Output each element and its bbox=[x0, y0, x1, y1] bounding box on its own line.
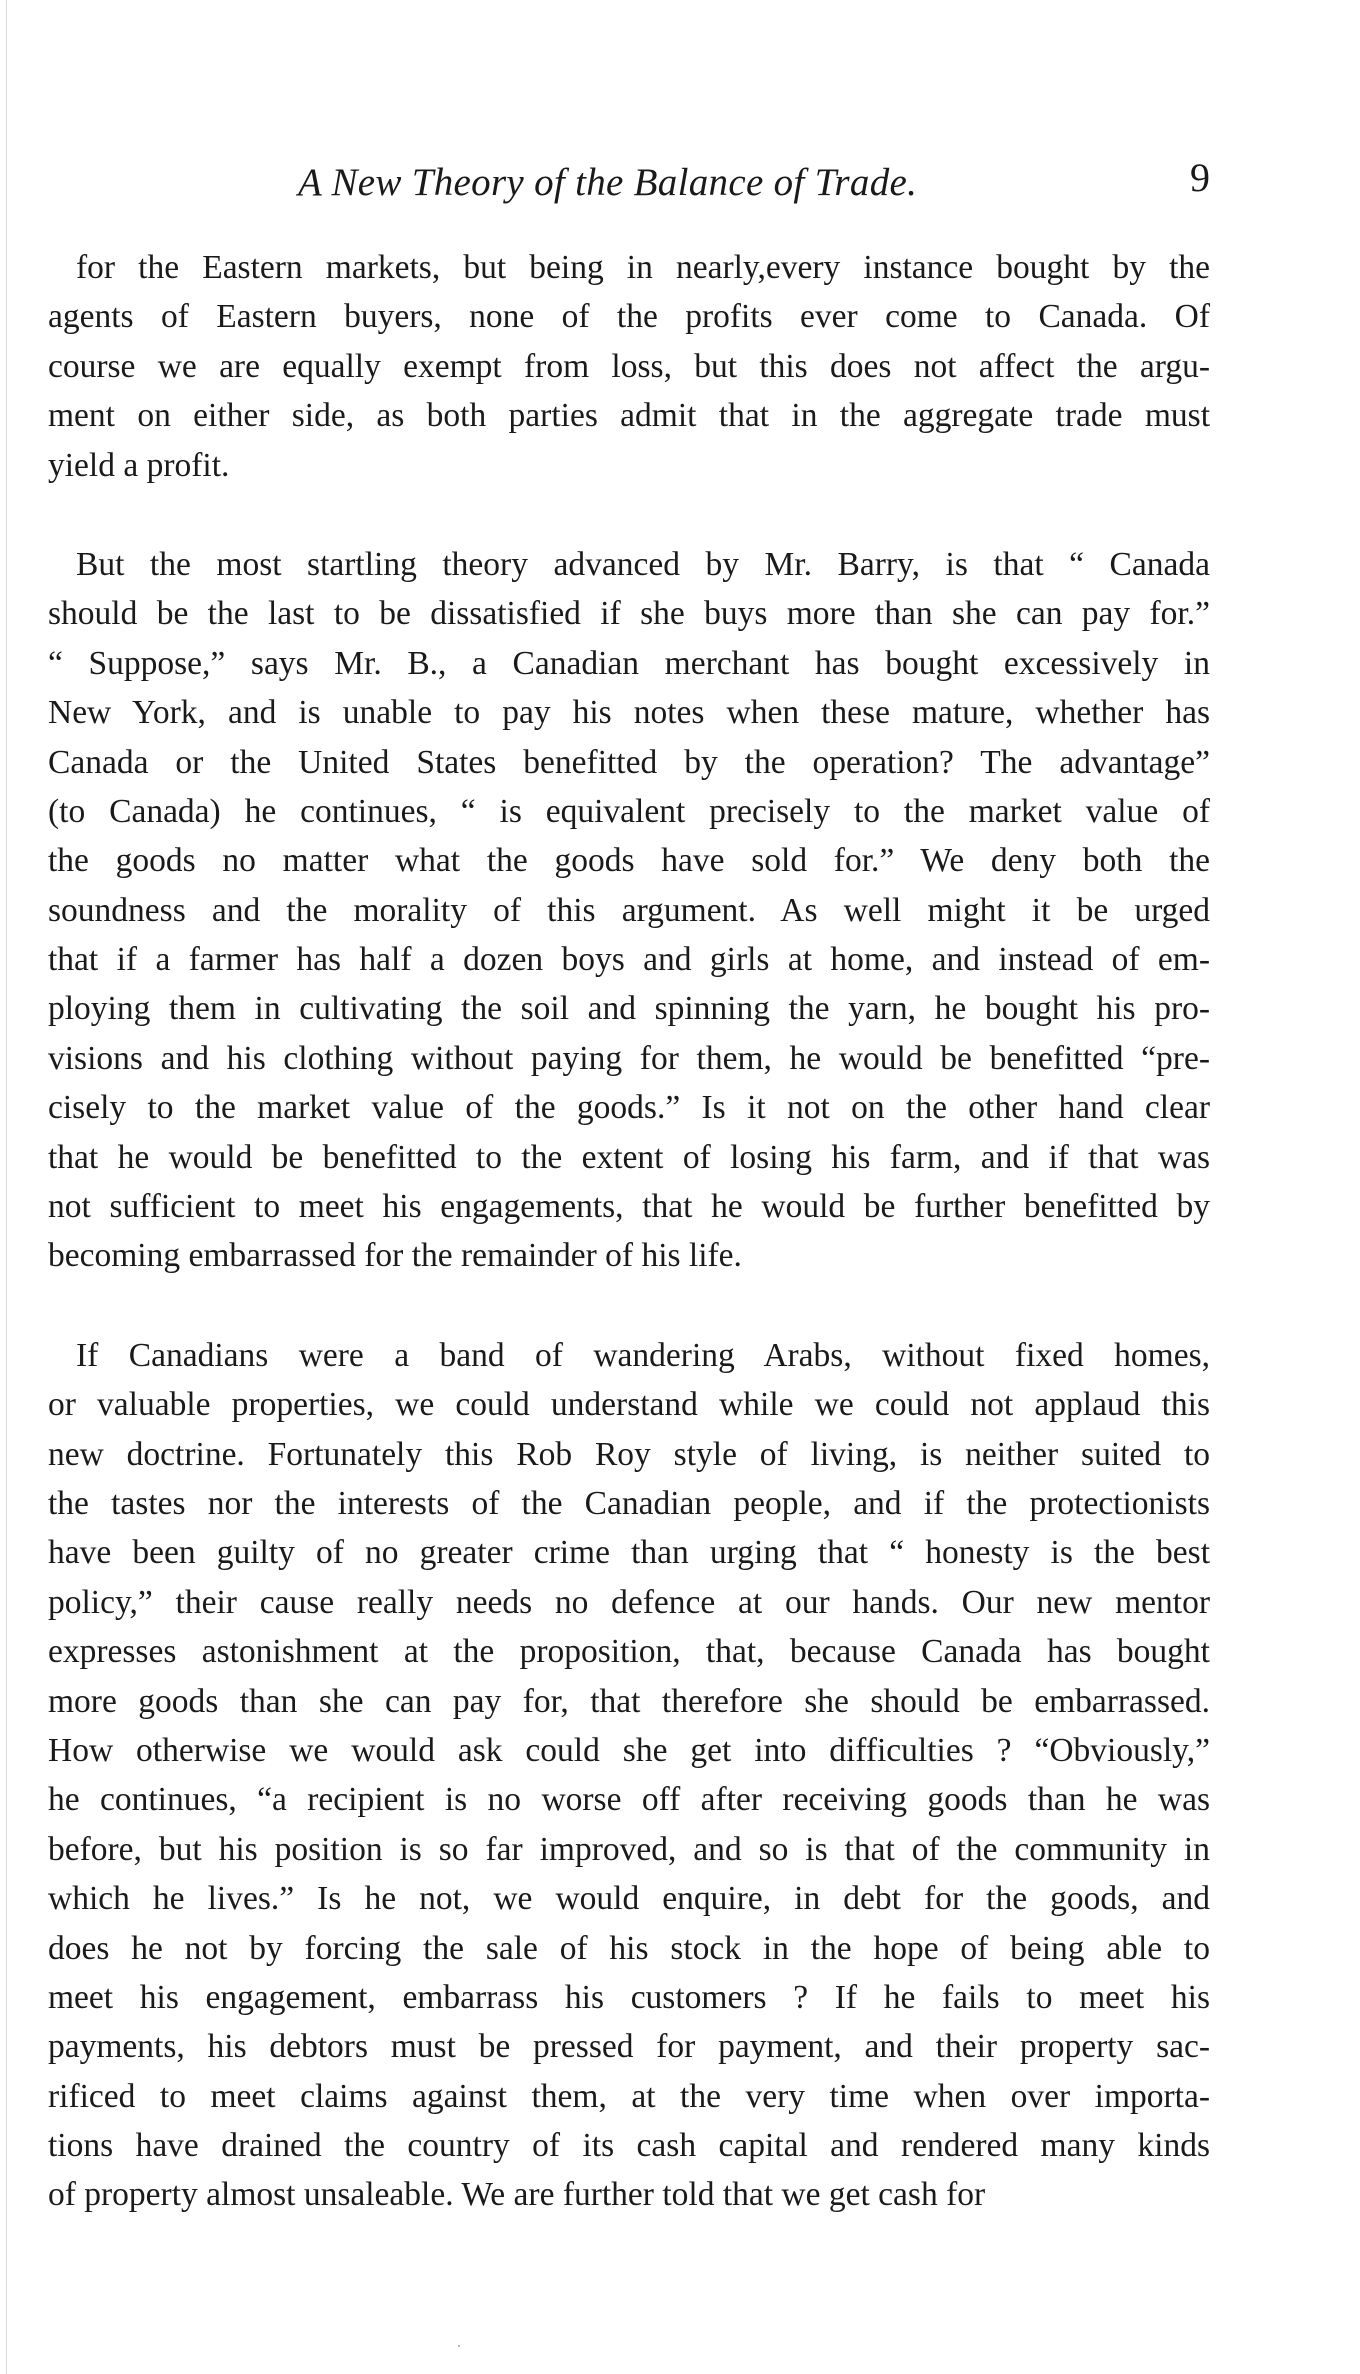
page-number: 9 bbox=[1190, 155, 1210, 200]
text-line: which he lives.” Is he not, we would enquire, in debt for the goods, and bbox=[48, 1880, 1210, 1918]
text-line: not sufficient to meet his engagements, that he would be further benefitted by bbox=[48, 1188, 1210, 1226]
text-line: soundness and the morality of this argument. As well might it be urged bbox=[48, 891, 1210, 929]
running-title: A New Theory of the Balance of Trade. bbox=[298, 161, 918, 204]
text-line: or valuable properties, we could understand while we could not applaud this bbox=[48, 1386, 1210, 1424]
body-text bbox=[48, 243, 1210, 2220]
text-line: How otherwise we would ask could she get into difficulties ? “Obviously,” bbox=[48, 1731, 1210, 1769]
text-line: rificed to meet claims against them, at the very time when over importa- bbox=[48, 2077, 1210, 2115]
text-line: have been guilty of no greater crime than urging that “ honesty is the best bbox=[48, 1534, 1210, 1572]
text-line: payments, his debtors must be pressed for payment, and their property sac- bbox=[48, 2028, 1210, 2066]
text-line: Canada or the United States benefitted by the operation? The advantage” bbox=[48, 743, 1210, 781]
text-line: yield a profit. bbox=[48, 446, 230, 484]
text-line: meet his engagement, embarrass his customers ? If he fails to meet his bbox=[48, 1978, 1210, 2016]
paragraph bbox=[48, 540, 1210, 1281]
text-line: policy,” their cause really needs no defence at our hands. Our new mentor bbox=[48, 1583, 1210, 1621]
text-line: ploying them in cultivating the soil and spinning the yarn, he bought his pro- bbox=[48, 990, 1210, 1028]
text-line: tions have drained the country of its cash capital and rendered many kinds bbox=[48, 2127, 1210, 2165]
text-line: (to Canada) he continues, “ is equivalent precisely to the market value of bbox=[48, 792, 1210, 830]
text-line: he continues, “a recipient is no worse off after receiving goods than he was bbox=[48, 1781, 1210, 1819]
text-line: of property almost unsaleable. We are further told that we get cash for bbox=[48, 2176, 986, 2214]
text-line: visions and his clothing without paying for them, he would be benefitted “pre- bbox=[48, 1039, 1210, 1077]
paragraph bbox=[48, 1331, 1210, 2220]
print-speck bbox=[458, 2345, 460, 2347]
text-line: does he not by forcing the sale of his stock in the hope of being able to bbox=[48, 1929, 1210, 1967]
text-line: ment on either side, as both parties admit that in the aggregate trade must bbox=[48, 397, 1210, 435]
page-edge-rule bbox=[6, 0, 7, 2374]
text-line: that he would be benefitted to the extent of losing his farm, and if that was bbox=[48, 1138, 1210, 1176]
text-line: the goods no matter what the goods have sold for.” We deny both the bbox=[48, 842, 1210, 880]
text-line: more goods than she can pay for, that therefore she should be embarrassed. bbox=[48, 1682, 1210, 1720]
text-line: “ Suppose,” says Mr. B., a Canadian merchant has bought excessively in bbox=[48, 644, 1210, 682]
text-line: for the Eastern markets, but being in nearly,every instance bought by the bbox=[76, 249, 1210, 286]
text-line: should be the last to be dissatisfied if she buys more than she can pay for.” bbox=[48, 595, 1210, 633]
running-header bbox=[50, 155, 1210, 220]
text-line: the tastes nor the interests of the Canadian people, and if the protectionists bbox=[48, 1484, 1210, 1522]
text-line: expresses astonishment at the proposition, that, because Canada has bought bbox=[48, 1633, 1210, 1671]
text-line: before, but his position is so far improved, and so is that of the community in bbox=[48, 1830, 1210, 1868]
text-line: course we are equally exempt from loss, but this does not affect the argu- bbox=[48, 347, 1210, 385]
text-line: cisely to the market value of the goods.” Is it not on the other hand clear bbox=[48, 1089, 1210, 1127]
paragraph bbox=[48, 243, 1210, 490]
text-line: that if a farmer has half a dozen boys and girls at home, and instead of em- bbox=[48, 941, 1210, 979]
text-line: new doctrine. Fortunately this Rob Roy style of living, is neither suited to bbox=[48, 1435, 1210, 1473]
text-line: But the most startling theory advanced by Mr. Barry, is that “ Canada bbox=[76, 545, 1210, 583]
text-line: New York, and is unable to pay his notes when these mature, whether has bbox=[48, 694, 1210, 732]
text-line: becoming embarrassed for the remainder of his life. bbox=[48, 1237, 742, 1275]
text-line: agents of Eastern buyers, none of the profits ever come to Canada. Of bbox=[48, 298, 1210, 336]
text-line: If Canadians were a band of wandering Arabs, without fixed homes, bbox=[76, 1336, 1210, 1374]
